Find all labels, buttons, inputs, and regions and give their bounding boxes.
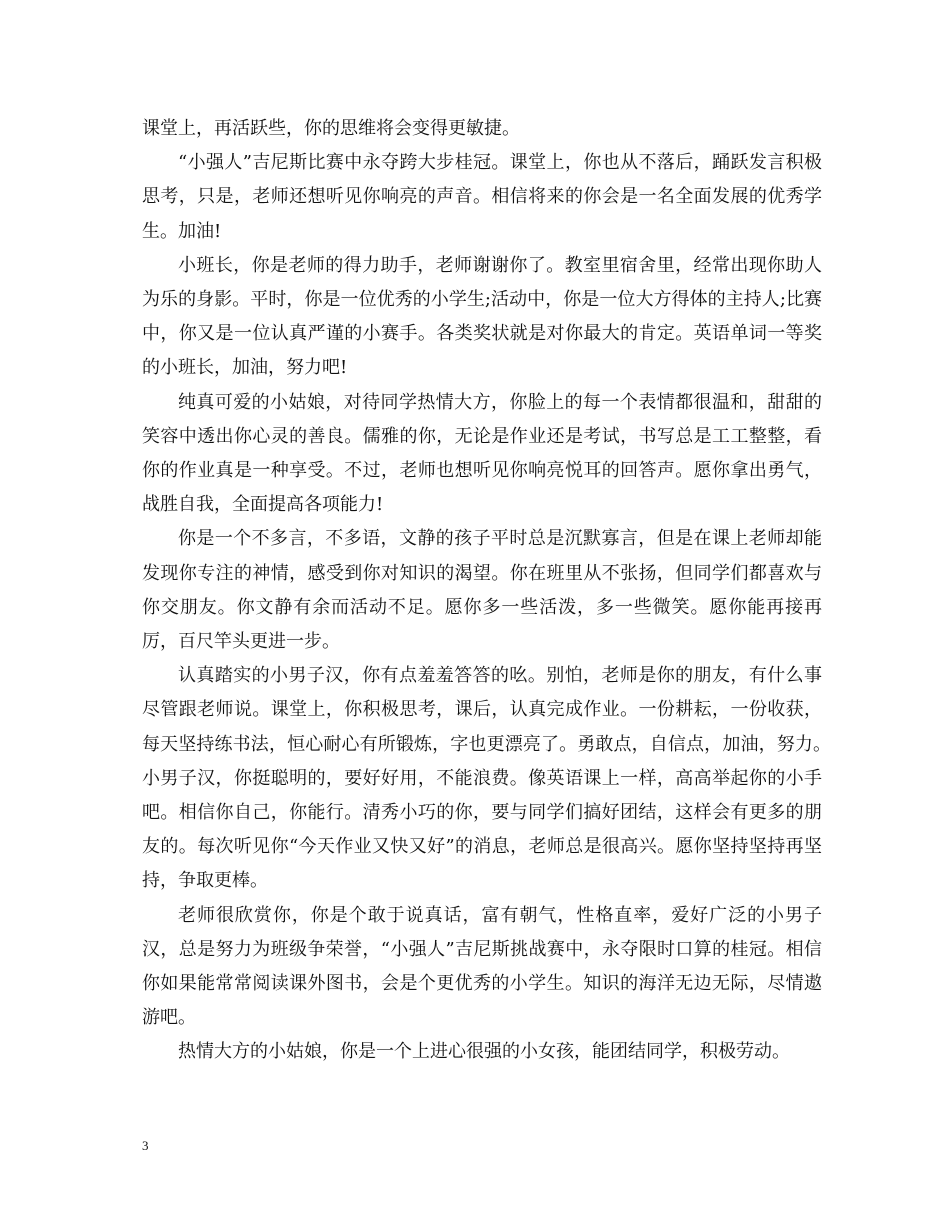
paragraph: 小班长，你是老师的得力助手，老师谢谢你了。教室里宿舍里，经常出现你助人为乐的身影。平时，你是一位优秀的小学生;活动中，你是一位大方得体的主持人;比赛中，你又是一位认真严谨的小赛手。各类奖状就是对你最大的肯定。英语单词一等奖的小班长，加油，努力吧! xyxy=(142,254,822,379)
paragraph: 你是一个不多言，不多语，文静的孩子平时总是沉默寡言，但是在课上老师却能发现你专注的神情，感受到你对知识的渴望。你在班里从不张扬，但同学们都喜欢与你交朋友。你文静有余而活动不足。愿你多一些活泼，多一些微笑。愿你能再接再厉，百尺竿头更进一步。 xyxy=(142,528,822,653)
paragraph: “小强人”吉尼斯比赛中永夺跨大步桂冠。课堂上，你也从不落后，踊跃发言积极思考，只是，老师还想听见你响亮的声音。相信将来的你会是一名全面发展的优秀学生。加油! xyxy=(142,152,822,242)
paragraph: 热情大方的小姑娘，你是一个上进心很强的小女孩，能团结同学，积极劳动。 xyxy=(178,1041,790,1063)
paragraph: 老师很欣赏你，你是个敢于说真话，富有朝气，性格直率，爱好广泛的小男子汉，总是努力为班级争荣誉，“小强人”吉尼斯挑战赛中，永夺限时口算的桂冠。相信你如果能常常阅读课外图书，会是个更优秀的小学生。知识的海洋无边无际，尽情遨游吧。 xyxy=(142,904,822,1029)
page-number: 3 xyxy=(142,1138,149,1153)
paragraph: 认真踏实的小男子汉，你有点羞羞答答的吆。别怕，老师是你的朋友，有什么事尽管跟老师说。课堂上，你积极思考，课后，认真完成作业。一份耕耘，一份收获，每天坚持练书法，恒心耐心有所锻炼，字也更漂亮了。勇敢点，自信点，加油，努力。 小男子汉，你挺聪明的，要好好用，不能浪费。像英语课上一样，高高举起你的小手吧。相信你自己，你能行。清秀小巧的你，要与同学们搞好团结，这样会有更多的朋友的。每次听见你“今天作业又快又好”的消息，老师总是很高兴。愿你坚持坚持再坚持，争取更棒。 xyxy=(142,665,840,892)
paragraph: 纯真可爱的小姑娘，对待同学热情大方，你脸上的每一个表情都很温和，甜甜的笑容中透出你心灵的善良。儒雅的你，无论是作业还是考试，书写总是工工整整，看你的作业真是一种享受。不过，老师也想听见你响亮悦耳的回答声。愿你拿出勇气，战胜自我，全面提高各项能力! xyxy=(142,391,822,516)
paragraph-continuation: 课堂上，再活跃些，你的思维将会变得更敏捷。 xyxy=(142,118,520,139)
document-body xyxy=(142,112,840,1070)
